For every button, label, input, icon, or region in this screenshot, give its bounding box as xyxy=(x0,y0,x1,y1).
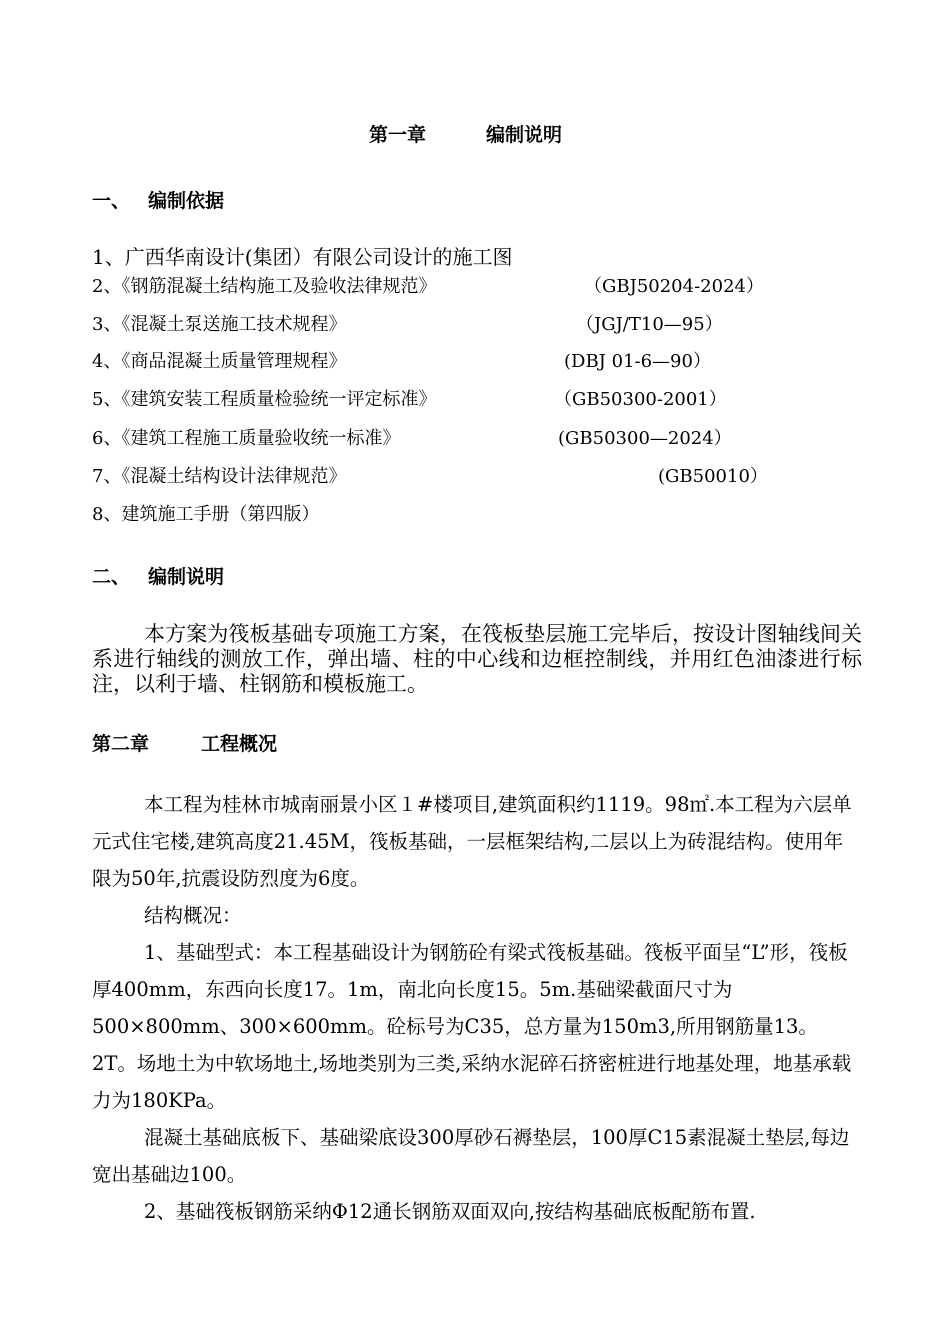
reference-text: 2、《钢筋混凝土结构施工及验收法律规范》 xyxy=(92,276,437,297)
reference-text: 1、广西华南设计(集团）有限公司设计的施工图 xyxy=(92,245,513,269)
chapter-2-text: 工程概况 xyxy=(201,733,278,755)
reference-item xyxy=(92,388,892,412)
reference-code: （GB50300-2001） xyxy=(554,389,727,410)
chapter-2-title xyxy=(92,729,277,756)
section-1-title: 编制依据 xyxy=(148,190,225,212)
reference-text: 5、《建筑安装工程质量检验统一评定标准》 xyxy=(92,389,437,410)
reference-item xyxy=(92,313,892,337)
reference-code: (GB50300—2024） xyxy=(558,428,732,449)
reference-item xyxy=(92,465,892,489)
section-1-heading xyxy=(92,186,224,213)
rebar-paragraph: 2、基础筏板钢筋采纳Φ12通长钢筋双面双向,按结构基础底板配筋布置. xyxy=(144,1200,756,1223)
section-2-paragraph: 本方案为筏板基础专项施工方案，在筏板垫层施工完毕后，按设计图轴线间关系进行轴线的测放工作，弹出墙、柱的中心线和边框控制线，并用红色油漆进行标注，以利于墙、柱钢筋和模板施工。 xyxy=(92,622,862,696)
reference-code: (DBJ 01-6—90） xyxy=(564,351,711,372)
reference-text: 6、《建筑工程施工质量验收统一标准》 xyxy=(92,428,401,449)
foundation-type-paragraph: 1、基础型式：本工程基础设计为钢筋砼有梁式筏板基础。筏板平面呈“L”形，筏板厚400mm，东西向长度17。1m，南北向长度15。5m.基础梁截面尺寸为500×800mm、300×600mm。砼标号为C35，总方量为150m3,所用钢筋量13。2T。场地土为中软场地土,场地类别为三类,采纳水泥碎石挤密桩进行地基处理，地基承载力为180KPa。 xyxy=(92,941,852,1112)
reference-code: (GB50010） xyxy=(658,466,768,487)
structure-overview-label: 结构概况： xyxy=(144,904,242,927)
section-1-number: 一、 xyxy=(92,190,131,212)
section-2-heading xyxy=(92,562,224,589)
reference-text: 7、《混凝土结构设计法律规范》 xyxy=(92,466,347,487)
chapter-2-prefix: 第二章 xyxy=(92,733,150,755)
reference-code: （GBJ50204-2024） xyxy=(584,276,764,297)
chapter-1-text: 编制说明 xyxy=(486,124,563,146)
cushion-layer-paragraph: 混凝土基础底板下、基础梁底设300厚砂石褥垫层，100厚C15素混凝土垫层,每边宽出基础边100。 xyxy=(92,1126,850,1186)
overview-paragraph: 本工程为桂林市城南丽景小区１#楼项目,建筑面积约1119。98㎡.本工程为六层单元式住宅楼,建筑高度21.45M，筏板基础，一层框架结构,二层以上为砖混结构。使用年限为50年,抗震设防烈度为6度。 xyxy=(92,793,852,890)
reference-text: 4、《商品混凝土质量管理规程》 xyxy=(92,351,347,372)
reference-item xyxy=(92,350,892,374)
chapter-1-title xyxy=(369,120,562,147)
reference-item xyxy=(92,244,513,270)
reference-item xyxy=(92,503,892,527)
section-2-number: 二、 xyxy=(92,566,131,588)
section-2-title: 编制说明 xyxy=(148,566,225,588)
reference-text: 8、建筑施工手册（第四版） xyxy=(92,504,320,525)
reference-code: （JGJ/T10—95） xyxy=(576,314,723,335)
chapter-1-prefix: 第一章 xyxy=(369,124,427,146)
reference-item xyxy=(92,427,892,451)
reference-item xyxy=(92,275,892,299)
reference-text: 3、《混凝土泵送施工技术规程》 xyxy=(92,314,347,335)
